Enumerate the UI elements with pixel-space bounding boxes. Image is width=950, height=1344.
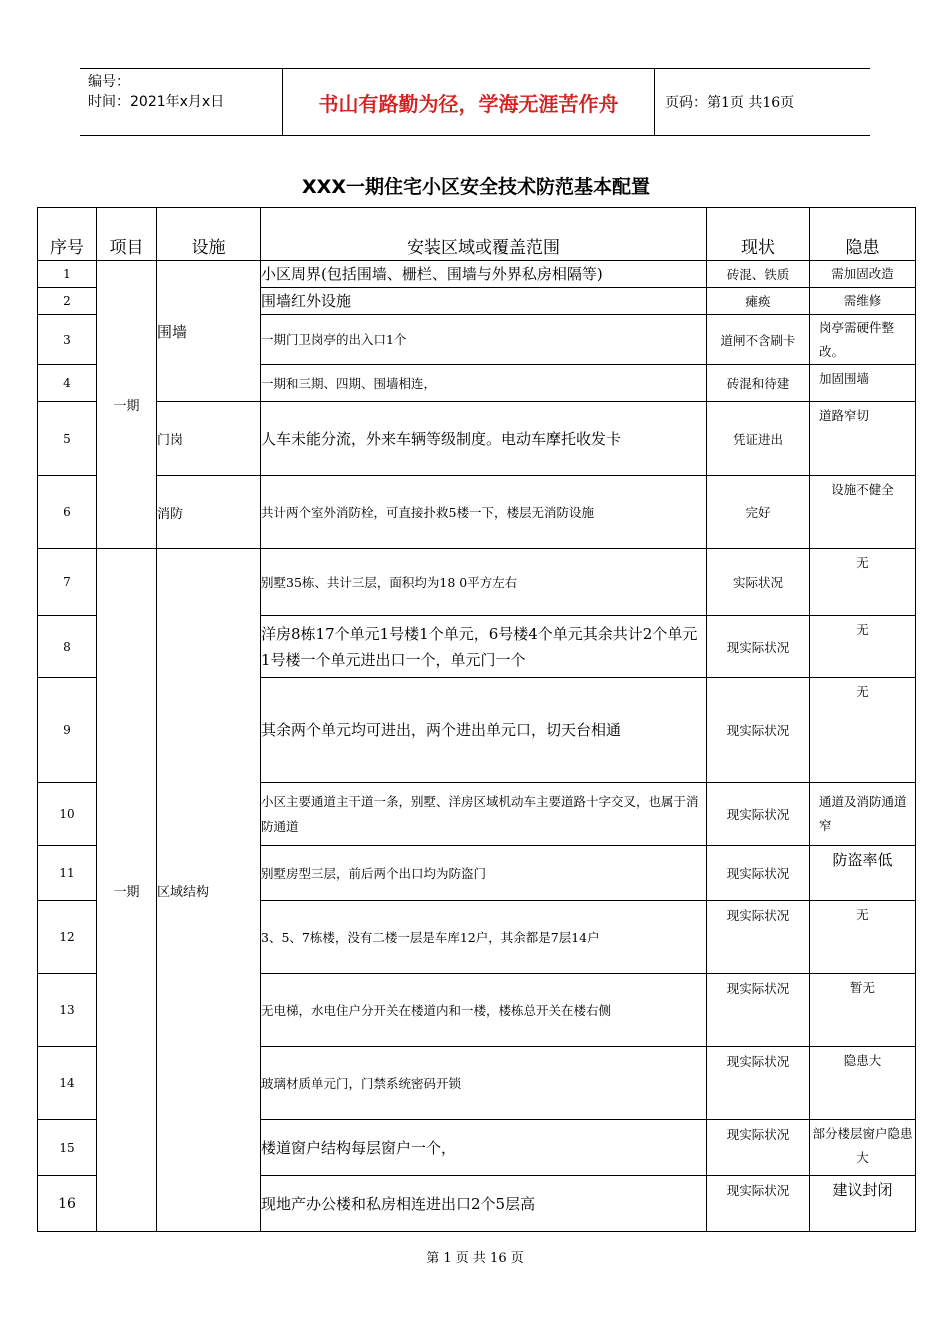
- status-cell: 现实际状况: [707, 783, 810, 846]
- status-cell: 现实际状况: [707, 1047, 810, 1120]
- row-no: 2: [38, 288, 97, 315]
- area-cell: 楼道窗户结构每层窗户一个，: [261, 1120, 707, 1176]
- project-cell: 一期: [97, 549, 157, 1232]
- row-no: 7: [38, 549, 97, 616]
- table-row: [38, 261, 916, 288]
- status-cell: 瘫痪: [707, 288, 810, 315]
- area-cell: 3、5、7栋楼，没有二楼一层是车库12户，其余都是7层14户: [261, 901, 707, 974]
- table-row: [38, 476, 916, 549]
- risk-cell: 无: [810, 678, 916, 783]
- risk-cell: 设施不健全: [810, 476, 916, 549]
- row-no: 4: [38, 365, 97, 402]
- status-cell: 凭证进出: [707, 402, 810, 476]
- area-cell: 围墙红外设施: [261, 288, 707, 315]
- row-no: 3: [38, 315, 97, 365]
- table-row: [38, 402, 916, 476]
- row-no: 16: [38, 1176, 97, 1232]
- area-cell: 小区主要通道主干道一条，别墅、洋房区域机动车主要道路十字交叉，也属于消防通道: [261, 783, 707, 846]
- date-label: 时间：2021年x月x日: [88, 94, 225, 110]
- risk-cell: 防盗率低: [810, 846, 916, 901]
- row-no: 11: [38, 846, 97, 901]
- area-cell: 洋房8栋17个单元1号楼1个单元，6号楼4个单元其余共计2个单元1号楼一个单元进出口一个，单元门一个: [261, 616, 707, 678]
- status-cell: 砖混和待建: [707, 365, 810, 402]
- header-meta: [80, 69, 282, 135]
- status-cell: 完好: [707, 476, 810, 549]
- motto: 书山有路勤为径，学海无涯苦作舟: [282, 69, 655, 135]
- header-facility: 设施: [157, 208, 261, 261]
- risk-cell: 隐患大: [810, 1047, 916, 1120]
- row-no: 13: [38, 974, 97, 1047]
- risk-cell: 暂无: [810, 974, 916, 1047]
- page-label: 页码：第1页 共16页: [665, 95, 795, 111]
- risk-cell: 无: [810, 549, 916, 616]
- code-label: 编号：: [88, 74, 130, 90]
- facility-cell: 消防: [157, 476, 261, 549]
- status-cell: 现实际状况: [707, 678, 810, 783]
- row-no: 9: [38, 678, 97, 783]
- status-cell: 现实际状况: [707, 901, 810, 974]
- facility-cell: 围墙: [157, 261, 261, 402]
- facility-cell: 区域结构: [157, 549, 261, 1232]
- row-no: 6: [38, 476, 97, 549]
- risk-cell: 部分楼层窗户隐患大: [810, 1120, 916, 1176]
- status-cell: 现实际状况: [707, 616, 810, 678]
- table-header-row: [38, 208, 916, 261]
- risk-cell: 需加固改造: [810, 261, 916, 288]
- status-cell: 现实际状况: [707, 1176, 810, 1232]
- risk-cell: 岗亭需硬件整改。: [810, 315, 916, 365]
- area-cell: 无电梯，水电住户分开关在楼道内和一楼，楼栋总开关在楼右侧: [261, 974, 707, 1047]
- risk-cell: 建议封闭: [810, 1176, 916, 1232]
- area-cell: 别墅房型三层，前后两个出口均为防盗门: [261, 846, 707, 901]
- risk-cell: 无: [810, 901, 916, 974]
- area-cell: 小区周界(包括围墙、栅栏、围墙与外界私房相隔等): [261, 261, 707, 288]
- risk-cell: 无: [810, 616, 916, 678]
- status-cell: 实际状况: [707, 549, 810, 616]
- area-cell: 一期和三期、四期、围墙相连，: [261, 365, 707, 402]
- area-cell: 其余两个单元均可进出，两个进出单元口，切天台相通: [261, 678, 707, 783]
- header-risk: 隐患: [810, 208, 916, 261]
- status-cell: 现实际状况: [707, 974, 810, 1047]
- facility-cell: 门岗: [157, 402, 261, 476]
- document-header: [80, 68, 870, 136]
- row-no: 10: [38, 783, 97, 846]
- row-no: 1: [38, 261, 97, 288]
- area-cell: 人车未能分流，外来车辆等级制度。电动车摩托收发卡: [261, 402, 707, 476]
- row-no: 8: [38, 616, 97, 678]
- status-cell: 道闸不含刷卡: [707, 315, 810, 365]
- row-no: 5: [38, 402, 97, 476]
- area-cell: 共计两个室外消防栓，可直接扑救5楼一下，楼层无消防设施: [261, 476, 707, 549]
- area-cell: 别墅35栋、共计三层，面积均为18 0平方左右: [261, 549, 707, 616]
- risk-cell: 通道及消防通道窄: [810, 783, 916, 846]
- header-project: 项目: [97, 208, 157, 261]
- table-row: [38, 549, 916, 616]
- row-no: 12: [38, 901, 97, 974]
- status-cell: 砖混、铁质: [707, 261, 810, 288]
- area-cell: 现地产办公楼和私房相连进出口2个5层高: [261, 1176, 707, 1232]
- header-no: 序号: [38, 208, 97, 261]
- page-footer: 第 1 页 共 16 页: [426, 1251, 524, 1266]
- risk-cell: 加固围墙: [810, 365, 916, 402]
- project-cell: 一期: [97, 261, 157, 549]
- document-title: XXX一期住宅小区安全技术防范基本配置: [302, 176, 650, 198]
- risk-cell: 道路窄切: [810, 402, 916, 476]
- status-cell: 现实际状况: [707, 1120, 810, 1176]
- area-cell: 一期门卫岗亭的出入口1个: [261, 315, 707, 365]
- area-cell: 玻璃材质单元门，门禁系统密码开锁: [261, 1047, 707, 1120]
- risk-cell: 需维修: [810, 288, 916, 315]
- header-area: 安装区域或覆盖范围: [261, 208, 707, 261]
- config-table: [37, 207, 916, 1232]
- status-cell: 现实际状况: [707, 846, 810, 901]
- row-no: 14: [38, 1047, 97, 1120]
- row-no: 15: [38, 1120, 97, 1176]
- header-status: 现状: [707, 208, 810, 261]
